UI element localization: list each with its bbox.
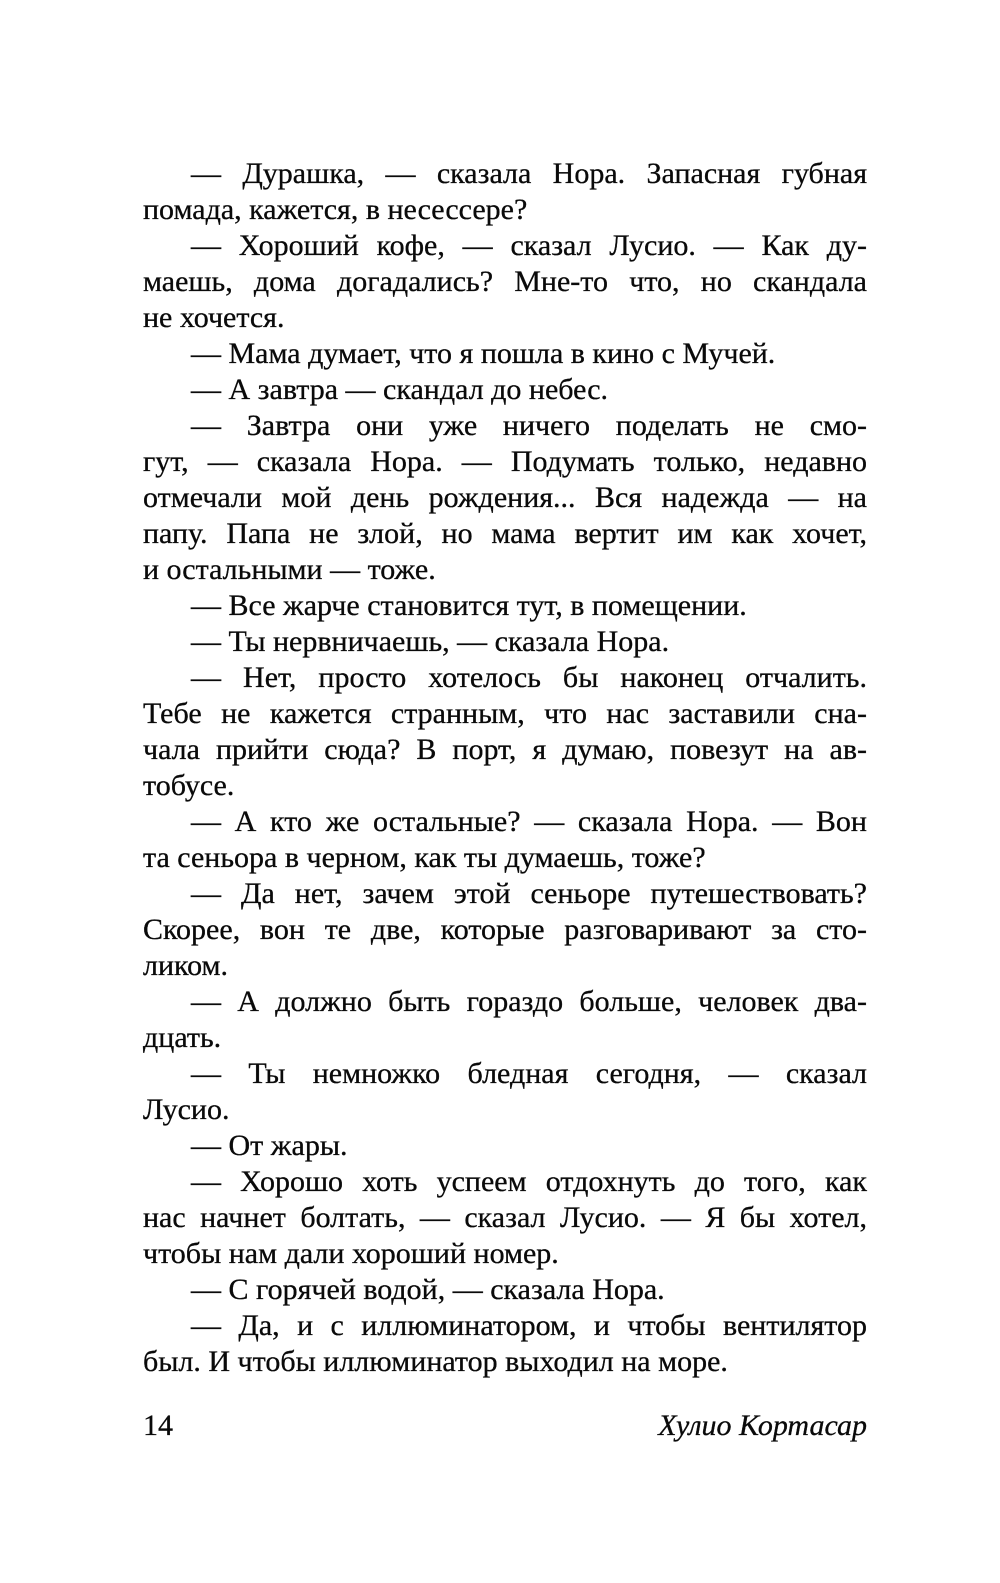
paragraph [143, 1128, 867, 1164]
text-line: — Нет, просто хотелось бы наконец отчалить. [191, 661, 867, 694]
text-line: маешь, дома догадались? Мне-то что, но скандала [143, 265, 867, 298]
text-line: — С горячей водой, — сказала Нора. [191, 1273, 665, 1306]
text-line: — Мама думает, что я пошла в кино с Мучей. [191, 337, 776, 370]
text-line: ликом. [143, 949, 228, 982]
text-line: — А кто же остальные? — сказала Нора. — Вон [191, 805, 867, 838]
paragraph [143, 408, 867, 588]
paragraph [143, 660, 867, 804]
text-line: Скорее, вон те две, которые разговаривают за сто- [143, 913, 867, 946]
paragraph [143, 372, 867, 408]
text-line: нас начнет болтать, — сказал Лусио. — Я бы хотел, [143, 1201, 867, 1234]
paragraph [143, 588, 867, 624]
text-line: — Дурашка, — сказала Нора. Запасная губная [191, 157, 867, 190]
paragraph [143, 1272, 867, 1308]
text-line: чала прийти сюда? В порт, я думаю, повезут на ав- [143, 733, 867, 766]
paragraph [143, 1164, 867, 1272]
paragraph [143, 624, 867, 660]
text-line: — Хороший кофе, — сказал Лусио. — Как ду- [191, 229, 867, 262]
text-line: — А завтра — скандал до небес. [191, 373, 609, 406]
running-title-author: Хулио Кортасар [658, 1409, 867, 1442]
paragraph [143, 804, 867, 876]
text-line: та сеньора в черном, как ты думаешь, тоже? [143, 841, 706, 874]
paragraph [143, 876, 867, 984]
text-block [143, 156, 867, 1380]
paragraph [143, 1056, 867, 1128]
text-line: — Завтра они уже ничего поделать не смо- [191, 409, 867, 442]
text-line: — Да, и с иллюминатором, и чтобы вентилятор [191, 1309, 867, 1342]
text-line: — Все жарче становится тут, в помещении. [191, 589, 747, 622]
paragraph [143, 1308, 867, 1380]
text-line: тобусе. [143, 769, 235, 802]
text-line: был. И чтобы иллюминатор выходил на море. [143, 1345, 728, 1378]
text-line: гут, — сказала Нора. — Подумать только, недавно [143, 445, 867, 478]
text-line: Тебе не кажется странным, что нас заставили сна- [143, 697, 867, 730]
text-line: помада, кажется, в несессере? [143, 193, 528, 226]
text-line: — Да нет, зачем этой сеньоре путешествовать? [191, 877, 867, 910]
page-footer [143, 1408, 867, 1444]
text-line: Лусио. [143, 1093, 230, 1126]
text-line: не хочется. [143, 301, 285, 334]
page-number: 14 [143, 1409, 173, 1442]
text-line: — От жары. [191, 1129, 348, 1162]
text-line: и остальными — тоже. [143, 553, 436, 586]
text-line: — Ты нервничаешь, — сказала Нора. [191, 625, 670, 658]
text-line: чтобы нам дали хороший номер. [143, 1237, 559, 1270]
text-line: — Ты немножко бледная сегодня, — сказал [191, 1057, 867, 1090]
paragraph [143, 336, 867, 372]
text-line: — Хорошо хоть успеем отдохнуть до того, как [191, 1165, 867, 1198]
paragraph [143, 984, 867, 1056]
text-line: дцать. [143, 1021, 222, 1054]
text-line: папу. Папа не злой, но мама вертит им как хочет, [143, 517, 867, 550]
paragraph [143, 156, 867, 228]
text-line: — А должно быть гораздо больше, человек два- [191, 985, 867, 1018]
text-line: отмечали мой день рождения... Вся надежда — на [143, 481, 867, 514]
paragraph [143, 228, 867, 336]
